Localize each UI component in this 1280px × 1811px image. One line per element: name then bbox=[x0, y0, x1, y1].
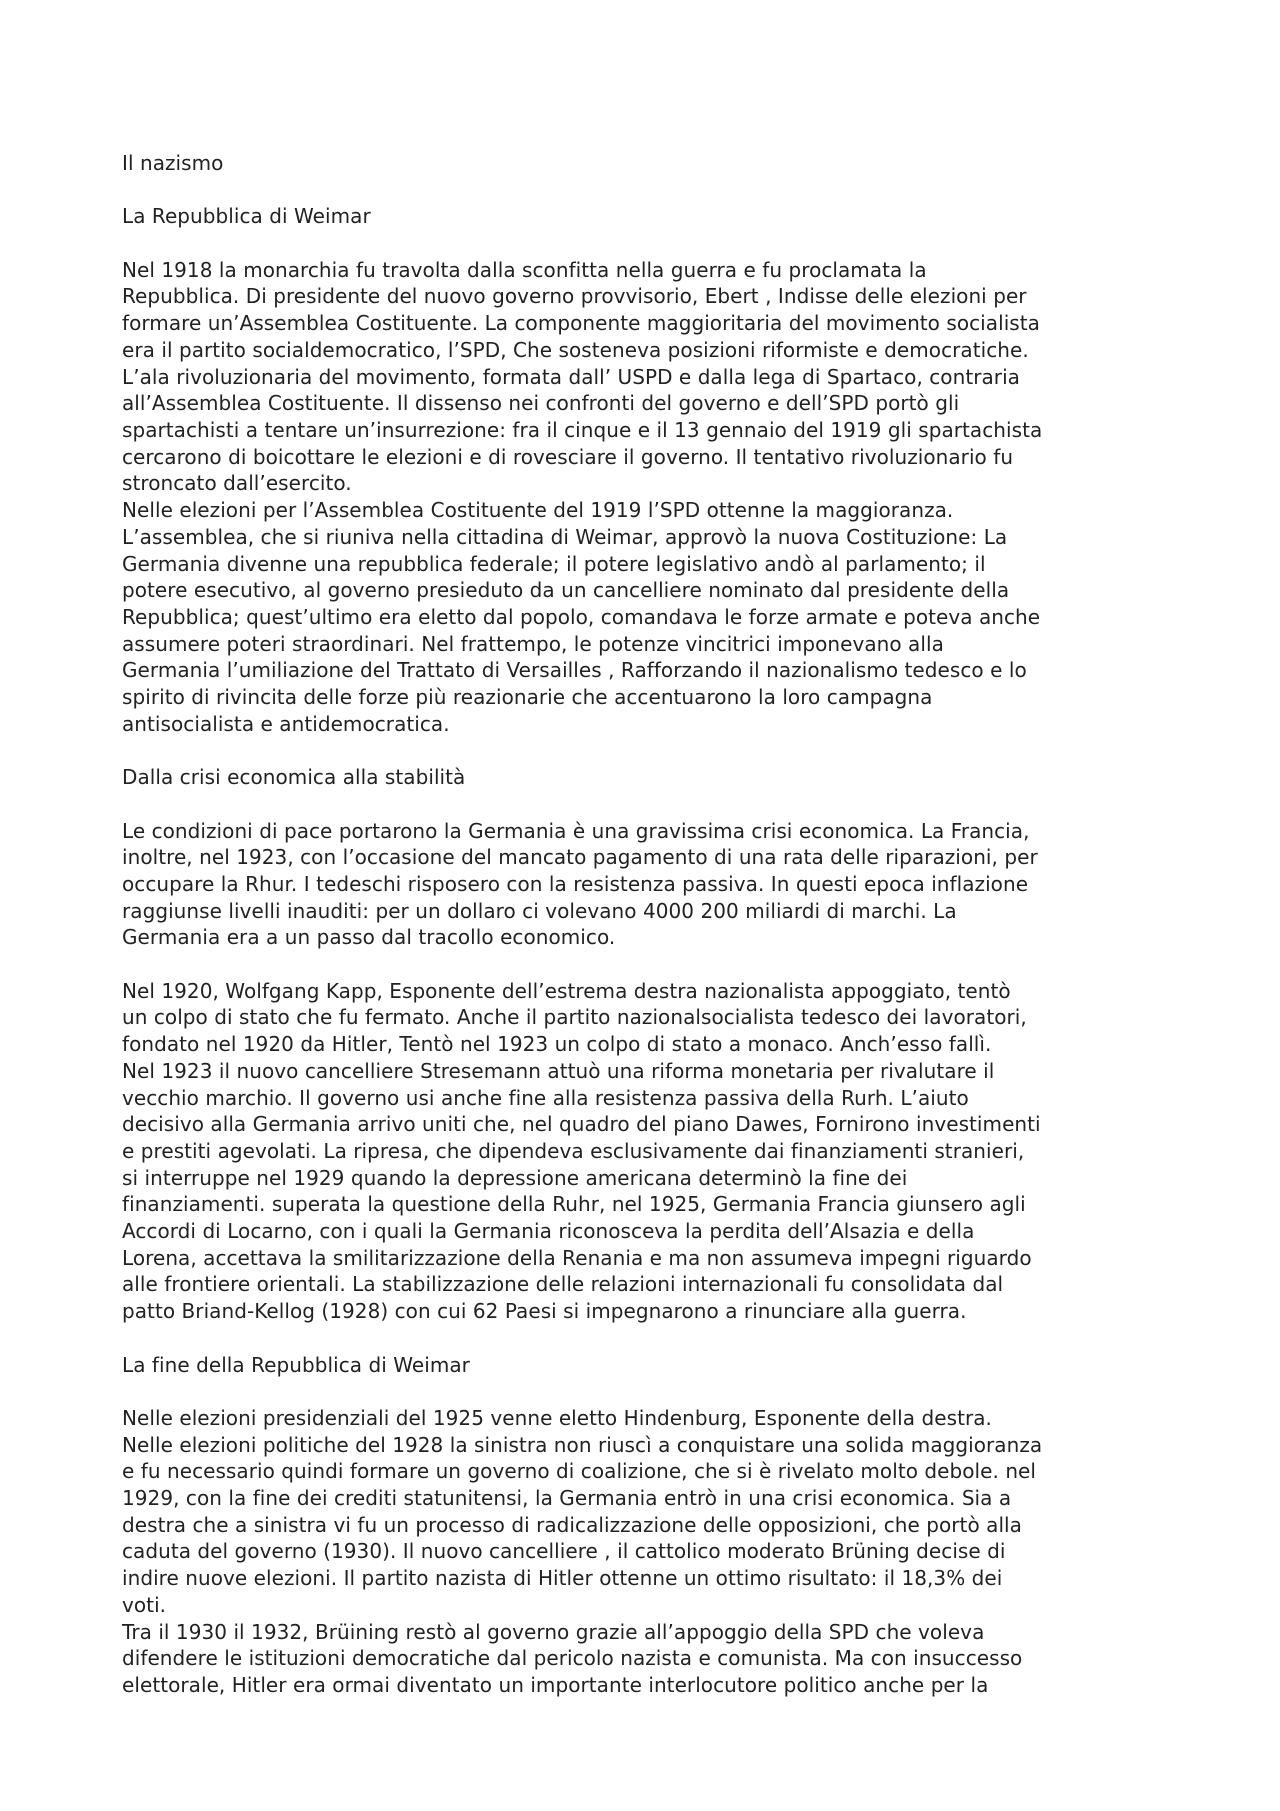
section-heading: La fine della Repubblica di Weimar bbox=[122, 1352, 470, 1377]
spacer bbox=[122, 1325, 1182, 1352]
text-line: Germania era a un passo dal tracollo economico. bbox=[122, 925, 616, 950]
text-line: fondato nel 1920 da Hitler, Tentò nel 1923 un colpo di stato a monaco. Anch’esso fallì. bbox=[122, 1032, 992, 1057]
text-line: raggiunse livelli inauditi: per un dollaro ci volevano 4000 200 miliardi di marchi. La bbox=[122, 898, 957, 923]
text-line: all’Assemblea Costituente. Il dissenso nei confronti del governo e dell’SPD portò gli bbox=[122, 391, 960, 416]
text-line: Repubblica. Di presidente del nuovo governo provvisorio, Ebert , Indisse delle elezioni per bbox=[122, 284, 1027, 309]
text-line: alle frontiere orientali. La stabilizzazione delle relazioni internazionali fu consolidata dal bbox=[122, 1272, 1004, 1297]
spacer bbox=[122, 1378, 1182, 1405]
document-title: Il nazismo bbox=[122, 151, 224, 175]
text-line: L’assemblea, che si riuniva nella cittadina di Weimar, approvò la nuova Costituzione: La bbox=[122, 524, 1008, 549]
spacer bbox=[122, 791, 1182, 818]
text-line: inoltre, nel 1923, con l’occasione del mancato pagamento di una rata delle riparazioni, per bbox=[122, 845, 1038, 870]
text-line: difendere le istituzioni democratiche dal pericolo nazista e comunista. Ma con insuccesso bbox=[122, 1646, 1023, 1671]
text-line: Tra il 1930 il 1932, Brüining restò al governo grazie all’appoggio della SPD che voleva bbox=[122, 1619, 985, 1644]
text-line: un colpo di stato che fu fermato. Anche il partito nazionalsocialista tedesco dei lavoratori, bbox=[122, 1005, 1027, 1030]
text-line: elettorale, Hitler era ormai diventato un importante interlocutore politico anche per la bbox=[122, 1672, 989, 1697]
text-line: spirito di rivincita delle forze più reazionarie che accentuarono la loro campagna bbox=[122, 685, 933, 710]
text-line: destra che a sinistra vi fu un processo di radicalizzazione delle opposizioni, che portò alla bbox=[122, 1512, 1022, 1537]
text-line: Nel 1923 il nuovo cancelliere Stresemann attuò una riforma monetaria per rivalutare il bbox=[122, 1058, 995, 1083]
text-line: Le condizioni di pace portarono la Germania è una gravissima crisi economica. La Francia, bbox=[122, 818, 1030, 843]
spacer bbox=[122, 230, 1182, 257]
text-line: si interruppe nel 1929 quando la depressione americana determinò la fine dei bbox=[122, 1165, 908, 1190]
paragraph bbox=[122, 1405, 1182, 1699]
text-line: voti. bbox=[122, 1592, 167, 1617]
text-line: spartachisti a tentare un’insurrezione: fra il cinque e il 13 gennaio del 1919 gli spartachista bbox=[122, 418, 1043, 442]
text-line: Repubblica; quest’ultimo era eletto dal popolo, comandava le forze armate e poteva anche bbox=[122, 604, 1041, 629]
text-line: vecchio marchio. Il governo usi anche fine alla resistenza passiva della Rurh. L’aiuto bbox=[122, 1085, 969, 1110]
text-line: Germania divenne una repubblica federale; il potere legislativo andò al parlamento; il bbox=[122, 551, 986, 576]
text-line: Nel 1920, Wolfgang Kapp, Esponente dell’estrema destra nazionalista appoggiato, tentò bbox=[122, 978, 1011, 1003]
spacer bbox=[122, 177, 1182, 204]
text-line: finanziamenti. superata la questione della Ruhr, nel 1925, Germania Francia giunsero agli bbox=[122, 1192, 1026, 1217]
text-line: 1929, con la fine dei crediti statunitensi, la Germania entrò in una crisi economica. Sia a bbox=[122, 1486, 1012, 1511]
sections-container bbox=[122, 203, 1182, 1698]
text-line: patto Briand-Kellog (1928) con cui 62 Paesi si impegnarono a rinunciare alla guerra. bbox=[122, 1299, 967, 1324]
paragraph bbox=[122, 818, 1182, 952]
text-line: Nelle elezioni presidenziali del 1925 venne eletto Hindenburg, Esponente della destra. bbox=[122, 1405, 992, 1430]
text-line: e prestiti agevolati. La ripresa, che dipendeva esclusivamente dai finanziamenti stranieri, bbox=[122, 1138, 1025, 1163]
text-line: Nel 1918 la monarchia fu travolta dalla sconfitta nella guerra e fu proclamata la bbox=[122, 257, 927, 282]
text-line: Germania l’umiliazione del Trattato di Versailles , Rafforzando il nazionalismo tedesco e lo bbox=[122, 658, 1027, 683]
spacer bbox=[122, 951, 1182, 978]
paragraph bbox=[122, 978, 1182, 1325]
text-line: indire nuove elezioni. Il partito nazista di Hitler ottenne un ottimo risultato: il 18,3% dei bbox=[122, 1566, 1003, 1591]
document-page bbox=[122, 150, 1182, 1699]
text-line: Lorena, accettava la smilitarizzazione della Renania e ma non assumeva impegni riguardo bbox=[122, 1245, 1032, 1270]
text-line: decisivo alla Germania arrivo uniti che, nel quadro del piano Dawes, Fornirono investimenti bbox=[122, 1112, 1041, 1137]
paragraph bbox=[122, 257, 1182, 738]
text-line: potere esecutivo, al governo presieduto da un cancelliere nominato dal presidente della bbox=[122, 578, 1010, 603]
text-line: cercarono di boicottare le elezioni e di rovesciare il governo. Il tentativo rivoluzionario fu bbox=[122, 444, 1014, 469]
text-line: assumere poteri straordinari. Nel frattempo, le potenze vincitrici imponevano alla bbox=[122, 631, 944, 656]
text-line: occupare la Rhur. I tedeschi risposero con la resistenza passiva. In questi epoca inflazione bbox=[122, 871, 1029, 896]
text-line: caduta del governo (1930). Il nuovo cancelliere , il cattolico moderato Brüning decise di bbox=[122, 1539, 1006, 1564]
section-heading: Dalla crisi economica alla stabilità bbox=[122, 765, 466, 790]
text-line: antisocialista e antidemocratica. bbox=[122, 711, 450, 736]
text-line: stroncato dall’esercito. bbox=[122, 471, 352, 496]
text-line: Nelle elezioni politiche del 1928 la sinistra non riuscì a conquistare una solida maggioranza bbox=[122, 1432, 1043, 1457]
text-line: formare un’Assemblea Costituente. La componente maggioritaria del movimento socialista bbox=[122, 311, 1040, 336]
text-line: L’ala rivoluzionaria del movimento, formata dall’ USPD e dalla lega di Spartaco, contraria bbox=[122, 364, 1020, 389]
text-line: e fu necessario quindi formare un governo di coalizione, che si è rivelato molto debole. nel bbox=[122, 1459, 1037, 1484]
text-line: era il partito socialdemocratico, l’SPD, Che sosteneva posizioni riformiste e democratiche. bbox=[122, 337, 1029, 362]
text-line: Nelle elezioni per l’Assemblea Costituente del 1919 l’SPD ottenne la maggioranza. bbox=[122, 498, 954, 523]
text-line: Accordi di Locarno, con i quali la Germania riconosceva la perdita dell’Alsazia e della bbox=[122, 1219, 975, 1244]
spacer bbox=[122, 737, 1182, 764]
section-heading: La Repubblica di Weimar bbox=[122, 204, 371, 229]
